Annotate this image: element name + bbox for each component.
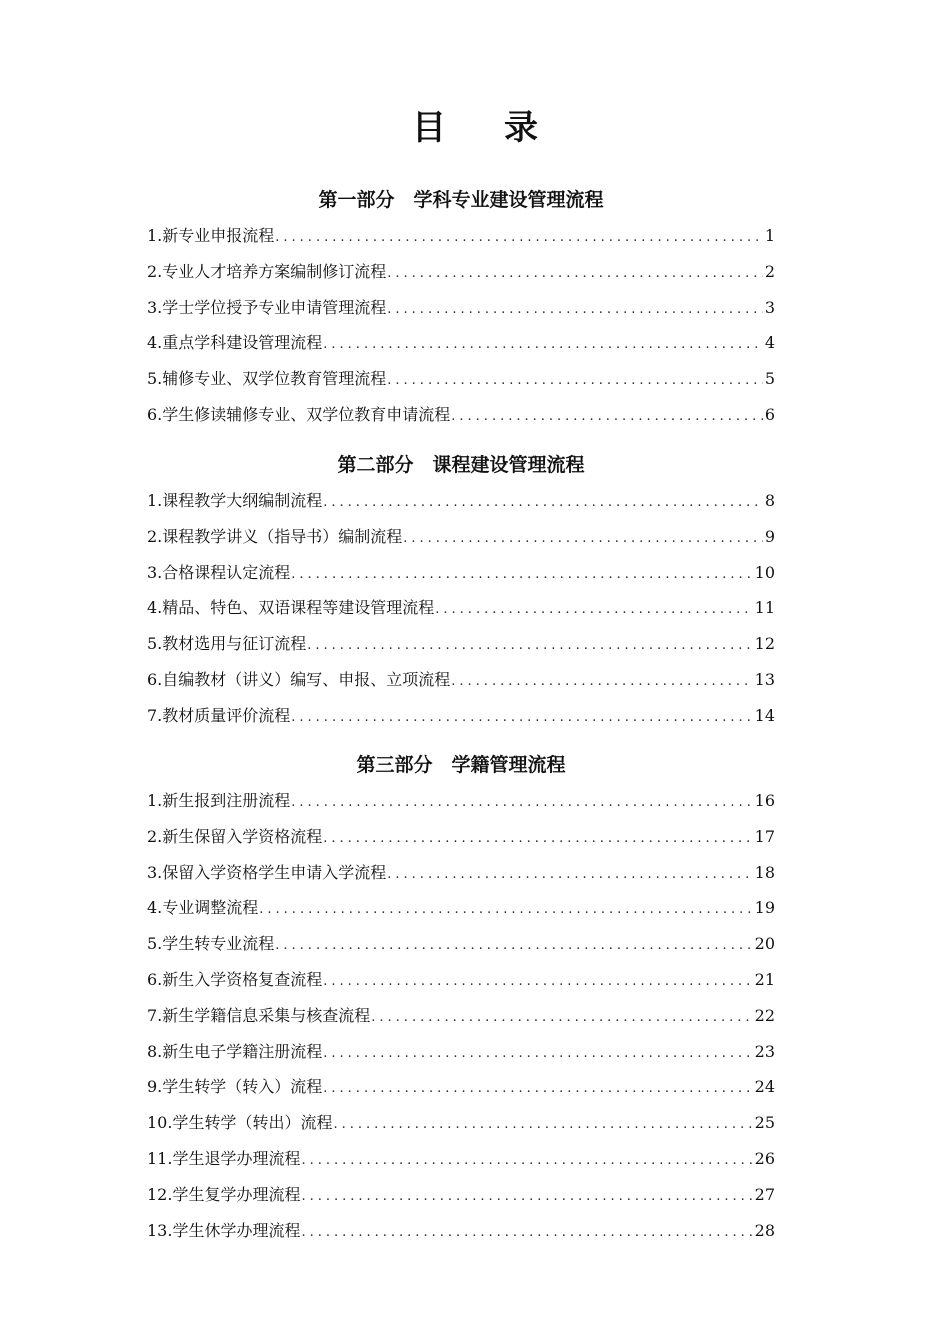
- dot-leader: [322, 485, 763, 521]
- toc-entry-page: 9: [764, 526, 775, 546]
- toc-entry-label: 7.新生学籍信息采集与核查流程: [147, 1005, 371, 1025]
- toc-entry-label: 5.教材选用与征订流程: [147, 634, 307, 654]
- dot-leader: [274, 220, 763, 256]
- dot-leader: [434, 592, 752, 628]
- dot-leader: [386, 256, 763, 292]
- toc-entry[interactable]: [147, 254, 775, 290]
- toc-entry-label: 6.学生修读辅修专业、双学位教育申请流程: [147, 404, 451, 424]
- toc-list: [147, 783, 775, 1248]
- toc-list: [147, 483, 775, 734]
- toc-entry-page: 10: [754, 562, 775, 582]
- dot-leader: [300, 1143, 752, 1179]
- toc-entry-page: 22: [754, 1005, 775, 1025]
- dot-leader: [402, 521, 763, 557]
- toc-entry[interactable]: [147, 626, 775, 662]
- toc-entry-label: 5.学生转专业流程: [147, 934, 275, 954]
- dot-leader: [370, 1000, 752, 1036]
- toc-entry[interactable]: [147, 1105, 775, 1141]
- toc-entry[interactable]: [147, 855, 775, 891]
- toc-entry-page: 23: [754, 1041, 775, 1061]
- toc-entry-page: 20: [754, 934, 775, 954]
- dot-leader: [306, 628, 752, 664]
- toc-entry[interactable]: [147, 962, 775, 998]
- section-heading: 第二部分 课程建设管理流程: [337, 454, 585, 476]
- toc-entry-page: 13: [754, 669, 775, 689]
- toc-entry-page: 3: [764, 297, 775, 317]
- toc-section-1: [147, 182, 775, 433]
- toc-entry[interactable]: [147, 998, 775, 1034]
- toc-entry[interactable]: [147, 361, 775, 397]
- toc-entry-page: 17: [754, 826, 775, 846]
- toc-entry-label: 1.课程教学大纲编制流程: [147, 491, 323, 510]
- toc-entry-page: 24: [754, 1077, 775, 1097]
- toc-entry-label: 6.新生入学资格复查流程: [147, 969, 323, 989]
- toc-entry[interactable]: [147, 890, 775, 926]
- toc-entry-label: 1.新生报到注册流程: [147, 791, 291, 810]
- toc-entry-label: 4.精品、特色、双语课程等建设管理流程: [147, 598, 435, 618]
- toc-entry-label: 8.新生电子学籍注册流程: [147, 1041, 323, 1061]
- toc-entry-page: 28: [754, 1220, 775, 1240]
- dot-leader: [332, 1107, 752, 1143]
- toc-entry-page: 14: [754, 705, 775, 725]
- toc-entry-page: 4: [764, 333, 775, 353]
- toc-title: 目录: [412, 108, 596, 148]
- dot-leader: [386, 857, 752, 893]
- toc-entry-page: 16: [754, 791, 775, 810]
- dot-leader: [450, 399, 763, 435]
- toc-entry[interactable]: [147, 698, 775, 734]
- toc-entry-label: 2.专业人才培养方案编制修订流程: [147, 261, 387, 281]
- toc-entry-page: 11: [754, 598, 775, 618]
- toc-entry[interactable]: [147, 926, 775, 962]
- section-heading: 第一部分 学科专业建设管理流程: [318, 189, 604, 211]
- toc-entry[interactable]: [147, 1069, 775, 1105]
- dot-leader: [290, 785, 752, 821]
- toc-entry-label: 3.合格课程认定流程: [147, 562, 291, 582]
- toc-entry-page: 1: [764, 226, 775, 245]
- toc-entry-label: 4.重点学科建设管理流程: [147, 333, 323, 353]
- toc-section-2: [147, 447, 775, 734]
- toc-entry-label: 9.学生转学（转入）流程: [147, 1077, 323, 1097]
- toc-entry[interactable]: [147, 290, 775, 326]
- toc-entry[interactable]: [147, 483, 775, 519]
- dot-leader: [300, 1215, 752, 1251]
- toc-entry[interactable]: [147, 1141, 775, 1177]
- toc-entry-page: 25: [754, 1113, 775, 1133]
- dot-leader: [322, 1071, 752, 1107]
- section-heading: 第三部分 学籍管理流程: [356, 754, 566, 776]
- toc-entry-label: 3.学士学位授予专业申请管理流程: [147, 297, 387, 317]
- toc-entry-page: 12: [754, 634, 775, 654]
- toc-entry[interactable]: [147, 783, 775, 819]
- toc-entry-label: 4.专业调整流程: [147, 898, 259, 918]
- toc-entry[interactable]: [147, 1213, 775, 1249]
- toc-entry[interactable]: [147, 590, 775, 626]
- dot-leader: [322, 327, 763, 363]
- toc-entry-label: 11.学生退学办理流程: [147, 1148, 301, 1168]
- toc-entry-label: 5.辅修专业、双学位教育管理流程: [147, 369, 387, 389]
- toc-entry[interactable]: [147, 218, 775, 254]
- toc-entry[interactable]: [147, 519, 775, 555]
- toc-entry[interactable]: [147, 819, 775, 855]
- toc-entry[interactable]: [147, 1034, 775, 1070]
- toc-entry-label: 2.课程教学讲义（指导书）编制流程: [147, 526, 403, 546]
- dot-leader: [258, 892, 752, 928]
- dot-leader: [322, 821, 752, 857]
- toc-entry[interactable]: [147, 1177, 775, 1213]
- toc-entry[interactable]: [147, 555, 775, 591]
- dot-leader: [290, 700, 752, 736]
- toc-entry-label: 7.教材质量评价流程: [147, 705, 291, 725]
- toc-entry-page: 6: [764, 404, 775, 424]
- toc-entry-page: 8: [764, 491, 775, 510]
- toc-entry[interactable]: [147, 325, 775, 361]
- dot-leader: [300, 1179, 752, 1215]
- toc-entry-label: 10.学生转学（转出）流程: [147, 1113, 333, 1133]
- dot-leader: [386, 363, 763, 399]
- toc-entry-label: 6.自编教材（讲义）编写、申报、立项流程: [147, 669, 451, 689]
- toc-entry-page: 2: [764, 261, 775, 281]
- toc-entry-page: 26: [754, 1148, 775, 1168]
- dot-leader: [322, 964, 752, 1000]
- dot-leader: [322, 1036, 752, 1072]
- toc-section-3: [147, 747, 775, 1248]
- toc-entry[interactable]: [147, 662, 775, 698]
- toc-entry-label: 12.学生复学办理流程: [147, 1184, 301, 1204]
- toc-entry-label: 2.新生保留入学资格流程: [147, 826, 323, 846]
- toc-entry-label: 1.新专业申报流程: [147, 226, 275, 245]
- toc-entry[interactable]: [147, 397, 775, 433]
- toc-entry-page: 5: [764, 369, 775, 389]
- toc-entry-page: 27: [754, 1184, 775, 1204]
- dot-leader: [386, 292, 763, 328]
- dot-leader: [274, 928, 752, 964]
- toc-entry-label: 3.保留入学资格学生申请入学流程: [147, 862, 387, 882]
- toc-list: [147, 218, 775, 433]
- dot-leader: [290, 557, 752, 593]
- toc-entry-label: 13.学生休学办理流程: [147, 1220, 301, 1240]
- toc-entry-page: 21: [754, 969, 775, 989]
- dot-leader: [450, 664, 752, 700]
- toc-entry-page: 19: [754, 898, 775, 918]
- toc-entry-page: 18: [754, 862, 775, 882]
